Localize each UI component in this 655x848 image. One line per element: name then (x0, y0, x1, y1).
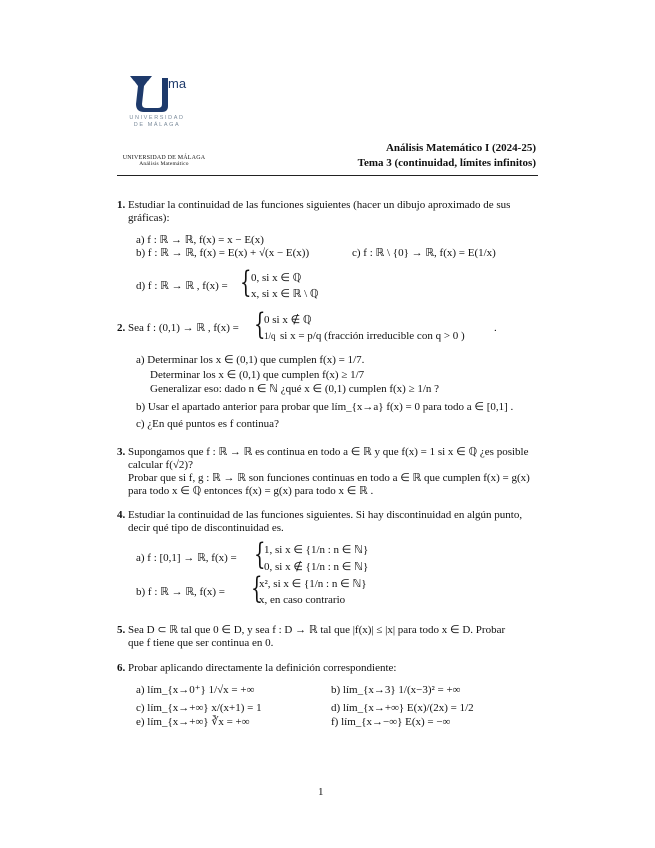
logo-mark-icon (128, 74, 198, 114)
ex3-number: 3. (117, 446, 126, 458)
page-number: 1 (318, 786, 324, 798)
ex1-part-d-lhs: d) f : ℝ → ℝ , f(x) = (136, 280, 228, 292)
ex1-intro-line2: gráficas): (128, 212, 170, 224)
ex4-part-b-case2: x, en caso contrario (259, 594, 346, 606)
ex1-brace: { (240, 265, 252, 300)
topic-title: Tema 3 (continuidad, límites infinitos) (357, 157, 536, 169)
ex2-part-a-line3: Generalizar eso: dado n ∈ ℕ ¿qué x ∈ (0,1) cumplen f(x) ≥ 1/n ? (150, 383, 440, 395)
ex1-part-c: c) f : ℝ \ {0} → ℝ, f(x) = E(1/x) (352, 247, 496, 259)
course-title: Análisis Matemático I (2024-25) (385, 142, 536, 154)
ex2-case2-condition: si x = p/q (fracción irreducible con q > 0 ) (280, 330, 465, 342)
ex4-line2: decir qué tipo de discontinuidad es. (128, 522, 284, 534)
ex5-line1: Sea D ⊂ ℝ tal que 0 ∈ D, y sea f : D → ℝ tal que |f(x)| ≤ |x| para todo x ∈ D. Probar (128, 624, 506, 636)
ex2-case2-value: 1/q (264, 331, 276, 341)
ex6-part-a: a) lím_{x→0⁺} 1/√x = +∞ (136, 684, 255, 696)
ex2-part-a-line1: a) Determinar los x ∈ (0,1) que cumplen f(x) = 1/7. (136, 354, 365, 366)
ex3-line4: para todo x ∈ ℚ entonces f(x) = g(x) para todo x ∈ ℝ . (128, 485, 374, 497)
ex2-case1: 0 si x ∉ ℚ (264, 314, 312, 326)
ex4-number: 4. (117, 509, 126, 521)
ex6-part-c: c) lím_{x→+∞} x/(x+1) = 1 (136, 702, 262, 714)
university-logo (128, 74, 198, 138)
ex1-part-d-case2: x, si x ∈ ℝ \ ℚ (251, 288, 319, 300)
ex2-period: . (494, 322, 497, 334)
ex2-part-b: b) Usar el apartado anterior para probar que lím_{x→a} f(x) = 0 para todo a ∈ [0,1] . (136, 401, 514, 413)
logo-line1: UNIVERSIDAD (129, 115, 185, 121)
ex6-intro: Probar aplicando directamente la definición correspondiente: (128, 662, 397, 674)
ex1-number: 1. (117, 199, 126, 211)
ex1-part-a: a) f : ℝ → ℝ, f(x) = x − E(x) (136, 234, 264, 246)
ex4-b-brace: { (251, 571, 263, 606)
ex4-a-brace: { (254, 537, 266, 572)
ex4-line1: Estudiar la continuidad de las funciones siguientes. Si hay discontinuidad en algún punto, (128, 509, 523, 521)
department-name: Análisis Matemático (139, 161, 189, 167)
ex3-line2: calcular f(√2)? (128, 459, 193, 471)
ex2-number: 2. (117, 322, 126, 334)
ex2-part-a-line2: Determinar los x ∈ (0,1) que cumplen f(x) ≥ 1/7 (150, 369, 365, 381)
ex1-intro-line1: Estudiar la continuidad de las funciones siguientes (hacer un dibujo aproximado de sus (128, 199, 511, 211)
ex5-number: 5. (117, 624, 126, 636)
ex4-part-a-case1: 1, si x ∈ {1/n : n ∈ ℕ} (264, 544, 369, 556)
ex2-brace: { (254, 307, 266, 342)
ex2-function-lhs: Sea f : (0,1) → ℝ , f(x) = (128, 322, 239, 334)
ex5-line2: que f tiene que ser continua en 0. (128, 637, 274, 649)
logo-line2: DE MÁLAGA (133, 122, 181, 128)
ex4-part-b-case1: x², si x ∈ {1/n : n ∈ ℕ} (259, 578, 367, 590)
ex4-part-b-lhs: b) f : ℝ → ℝ, f(x) = (136, 586, 225, 598)
ex6-part-e: e) lím_{x→+∞} ∛x = +∞ (136, 716, 250, 728)
ex3-line1: Supongamos que f : ℝ → ℝ es continua en todo a ∈ ℝ y que f(x) = 1 si x ∈ ℚ ¿es posible (128, 446, 529, 458)
ex4-part-a-lhs: a) f : [0,1] → ℝ, f(x) = (136, 552, 237, 564)
ex4-part-a-case2: 0, si x ∉ {1/n : n ∈ ℕ} (264, 561, 369, 573)
header-rule (117, 175, 538, 176)
ex6-part-d: d) lím_{x→+∞} E(x)/(2x) = 1/2 (331, 702, 474, 714)
ex6-part-f: f) lím_{x→−∞} E(x) = −∞ (331, 716, 451, 728)
ex1-part-b: b) f : ℝ → ℝ, f(x) = E(x) + √(x − E(x)) (136, 247, 310, 259)
ex3-line3: Probar que si f, g : ℝ → ℝ son funciones continuas en todo a ∈ ℝ que cumplen f(x) = g(x) (128, 472, 530, 484)
logo-ma: ma (168, 76, 187, 91)
university-name: UNIVERSIDAD DE MÁLAGA (122, 155, 206, 161)
ex1-part-d-case1: 0, si x ∈ ℚ (251, 272, 302, 284)
ex6-number: 6. (117, 662, 126, 674)
ex2-part-c: c) ¿En qué puntos es f continua? (136, 418, 279, 430)
ex6-part-b: b) lím_{x→3} 1/(x−3)² = +∞ (331, 684, 461, 696)
